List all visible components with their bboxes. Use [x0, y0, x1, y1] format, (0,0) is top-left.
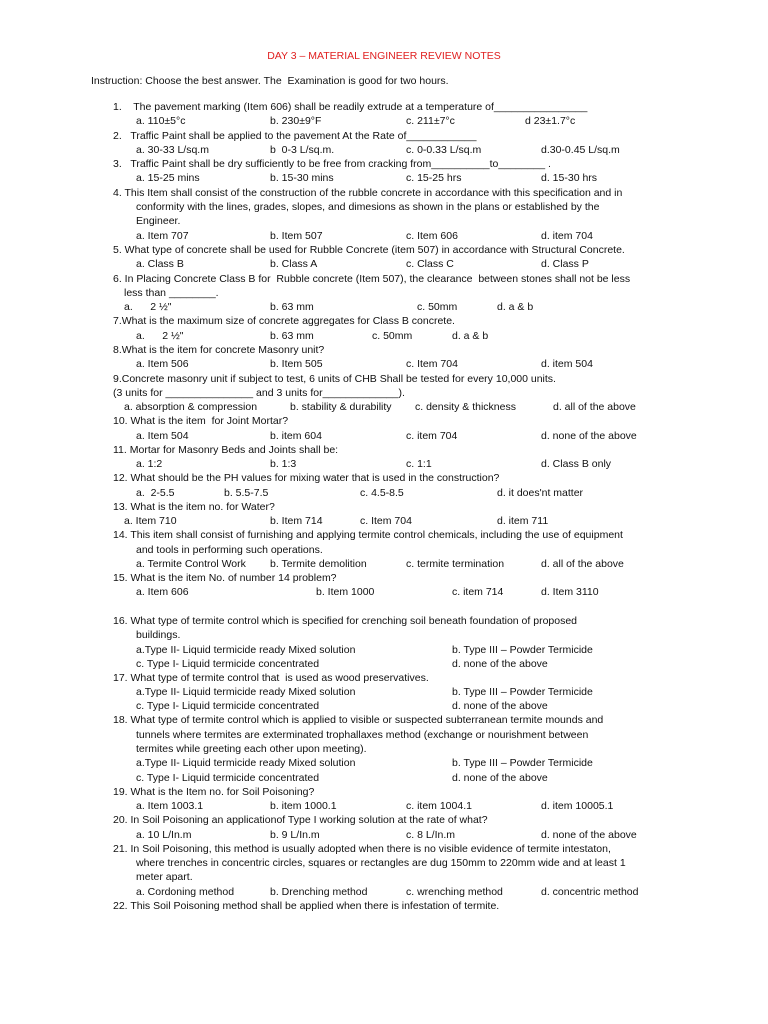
answer-option: a. Item 710	[124, 515, 177, 527]
answer-option: b. stability & durability	[290, 401, 392, 413]
answer-option: c. Item 704	[406, 358, 458, 370]
answer-option: d. item 504	[541, 358, 593, 370]
question-line: 12. What should be the PH values for mixing water that is used in the construction?	[113, 472, 500, 484]
answer-option: c. 4.5-8.5	[360, 487, 404, 499]
answer-option: b. Type III – Powder Termicide	[452, 644, 593, 656]
answer-option: d. Item 3110	[541, 586, 599, 598]
question-line: Engineer.	[136, 215, 181, 227]
answer-option: a. Item 707	[136, 230, 189, 242]
question-line: less than ________.	[124, 287, 219, 299]
answer-option: a. 30-33 L/sq.m	[136, 144, 209, 156]
answer-option: a. 2 ½"	[124, 301, 172, 313]
answer-option: b. Item 507	[270, 230, 323, 242]
answer-option: a. 15-25 mins	[136, 172, 200, 184]
answer-option: a. 2-5.5	[136, 487, 175, 499]
answer-option: b. 230±9°F	[270, 115, 322, 127]
answer-option: a.Type II- Liquid termicide ready Mixed solution	[136, 686, 356, 698]
question-line: 18. What type of termite control which is applied to visible or suspected subterranean termite mounds and	[113, 714, 604, 726]
answer-option: c. 8 L/In.m	[406, 829, 456, 841]
answer-option: d. none of the above	[452, 658, 548, 670]
answer-option: b. 1:3	[270, 458, 297, 470]
answer-option: b. Type III – Powder Termicide	[452, 686, 593, 698]
answer-option: c. 15-25 hrs	[406, 172, 462, 184]
question-line: 5. What type of concrete shall be used for Rubble Concrete (item 507) in accordance with Structural Concrete.	[113, 244, 625, 256]
answer-option: a. 110±5°c	[136, 115, 186, 127]
answer-option: b. Item 505	[270, 358, 323, 370]
answer-option: a. Class B	[136, 258, 184, 270]
question-line: 13. What is the item no. for Water?	[113, 501, 275, 513]
answer-option: d.30-0.45 L/sq.m	[541, 144, 620, 156]
answer-option: b. 9 L/In.m	[270, 829, 320, 841]
question-line: 20. In Soil Poisoning an applicationof Type I working solution at the rate of what?	[113, 814, 488, 826]
question-line: 21. In Soil Poisoning, this method is usually adopted when there is no visible evidence of termite intestaton,	[113, 843, 611, 855]
answer-option: d. item 711	[497, 515, 549, 527]
answer-option: b 0-3 L/sq.m.	[270, 144, 335, 156]
question-line: 9.Concrete masonry unit if subject to test, 6 units of CHB Shall be tested for every 10,000 units.	[113, 373, 556, 385]
answer-option: b. Termite demolition	[270, 558, 367, 570]
answer-option: a. Item 1003.1	[136, 800, 204, 812]
answer-option: c. 50mm	[417, 301, 458, 313]
answer-option: d. a & b	[452, 330, 489, 342]
answer-option: c. 211±7°c	[406, 115, 455, 127]
question-line: meter apart.	[136, 871, 193, 883]
instruction-text: Instruction: Choose the best answer. The Examination is good for two hours.	[91, 75, 449, 87]
question-line: (3 units for _______________ and 3 units for_____________).	[113, 387, 405, 399]
answer-option: d. Class B only	[541, 458, 612, 470]
answer-option: b. 5.5-7.5	[224, 487, 269, 499]
answer-option: b. item 604	[270, 430, 322, 442]
answer-option: d. a & b	[497, 301, 534, 313]
answer-option: c. Item 704	[360, 515, 412, 527]
answer-option: d 23±1.7°c	[525, 115, 576, 127]
answer-option: d. it does'nt matter	[497, 487, 584, 499]
answer-option: d. 15-30 hrs	[541, 172, 598, 184]
question-line: 11. Mortar for Masonry Beds and Joints shall be:	[113, 444, 339, 456]
answer-option: c. item 1004.1	[406, 800, 472, 812]
question-line: 14. This item shall consist of furnishing and applying termite control chemicals, including the use of equipment	[113, 529, 623, 541]
question-line: termites while greeting each other upon meeting).	[136, 743, 367, 755]
answer-option: d. none of the above	[541, 430, 637, 442]
answer-option: c. Type I- Liquid termicide concentrated	[136, 772, 320, 784]
answer-option: c. density & thickness	[415, 401, 516, 413]
question-line: 4. This Item shall consist of the construction of the rubble concrete in accordance with this specification and in	[113, 187, 623, 199]
answer-option: a. 1:2	[136, 458, 163, 470]
answer-option: c. Class C	[406, 258, 454, 270]
answer-option: b. Item 1000	[316, 586, 375, 598]
answer-option: c. 1:1	[406, 458, 432, 470]
question-line: tunnels where termites are exterminated trophallaxes method (exchange or nourishment between	[136, 729, 589, 741]
answer-option: a. Item 506	[136, 358, 189, 370]
answer-option: b. item 1000.1	[270, 800, 337, 812]
answer-option: a.Type II- Liquid termicide ready Mixed solution	[136, 644, 356, 656]
answer-option: b. 63 mm	[270, 330, 314, 342]
question-line: 3. Traffic Paint shall be dry sufficiently to be free from cracking from__________to________ .	[113, 158, 551, 170]
answer-option: a. Termite Control Work	[136, 558, 246, 570]
answer-option: d. item 704	[541, 230, 593, 242]
answer-option: b. 63 mm	[270, 301, 314, 313]
answer-option: d. concentric method	[541, 886, 639, 898]
answer-option: b. 15-30 mins	[270, 172, 334, 184]
question-line: 6. In Placing Concrete Class B for Rubble concrete (Item 507), the clearance between stones shall not be less	[113, 273, 631, 285]
question-line: 22. This Soil Poisoning method shall be applied when there is infestation of termite.	[113, 900, 500, 912]
question-line: buildings.	[136, 629, 181, 641]
question-line: conformity with the lines, grades, slopes, and dimesions as shown in the plans or established by the	[136, 201, 600, 213]
answer-option: a. 2 ½"	[136, 330, 184, 342]
answer-option: a. Item 504	[136, 430, 189, 442]
answer-option: a. Item 606	[136, 586, 189, 598]
answer-option: c. wrenching method	[406, 886, 503, 898]
answer-option: d. all of the above	[553, 401, 636, 413]
answer-option: c. Type I- Liquid termicide concentrated	[136, 700, 320, 712]
answer-option: a. absorption & compression	[124, 401, 258, 413]
page-title: DAY 3 – MATERIAL ENGINEER REVIEW NOTES	[267, 50, 501, 62]
question-line: 17. What type of termite control that is used as wood preservatives.	[113, 672, 429, 684]
answer-option: b. Type III – Powder Termicide	[452, 757, 593, 769]
answer-option: a. Cordoning method	[136, 886, 235, 898]
answer-option: d. none of the above	[541, 829, 637, 841]
answer-option: c. Item 606	[406, 230, 458, 242]
answer-option: d. all of the above	[541, 558, 624, 570]
question-line: 16. What type of termite control which is specified for crenching soil beneath foundation of proposed	[113, 615, 578, 627]
answer-option: b. Class A	[270, 258, 318, 270]
question-line: 15. What is the item No. of number 14 problem?	[113, 572, 337, 584]
answer-option: c. termite termination	[406, 558, 505, 570]
answer-option: c. 0-0.33 L/sq.m	[406, 144, 482, 156]
question-line: 7.What is the maximum size of concrete aggregates for Class B concrete.	[113, 315, 455, 327]
question-line: 19. What is the Item no. for Soil Poisoning?	[113, 786, 315, 798]
answer-option: a.Type II- Liquid termicide ready Mixed solution	[136, 757, 356, 769]
question-line: where trenches in concentric circles, squares or rectangles are dug 150mm to 220mm wide and at least 1	[136, 857, 626, 869]
answer-option: b. Drenching method	[270, 886, 368, 898]
question-line: 10. What is the item for Joint Mortar?	[113, 415, 289, 427]
answer-option: b. Item 714	[270, 515, 323, 527]
answer-option: d. item 10005.1	[541, 800, 614, 812]
answer-option: c. item 714	[452, 586, 504, 598]
question-line: 1. The pavement marking (Item 606) shall be readily extrude at a temperature of________________	[113, 101, 588, 113]
answer-option: a. 10 L/In.m	[136, 829, 192, 841]
question-line: 2. Traffic Paint shall be applied to the pavement At the Rate of____________	[113, 130, 477, 142]
answer-option: d. Class P	[541, 258, 589, 270]
answer-option: c. item 704	[406, 430, 458, 442]
answer-option: c. 50mm	[372, 330, 413, 342]
answer-option: d. none of the above	[452, 700, 548, 712]
answer-option: d. none of the above	[452, 772, 548, 784]
question-line: 8.What is the item for concrete Masonry unit?	[113, 344, 325, 356]
answer-option: c. Type I- Liquid termicide concentrated	[136, 658, 320, 670]
question-line: and tools in performing such operations.	[136, 544, 323, 556]
